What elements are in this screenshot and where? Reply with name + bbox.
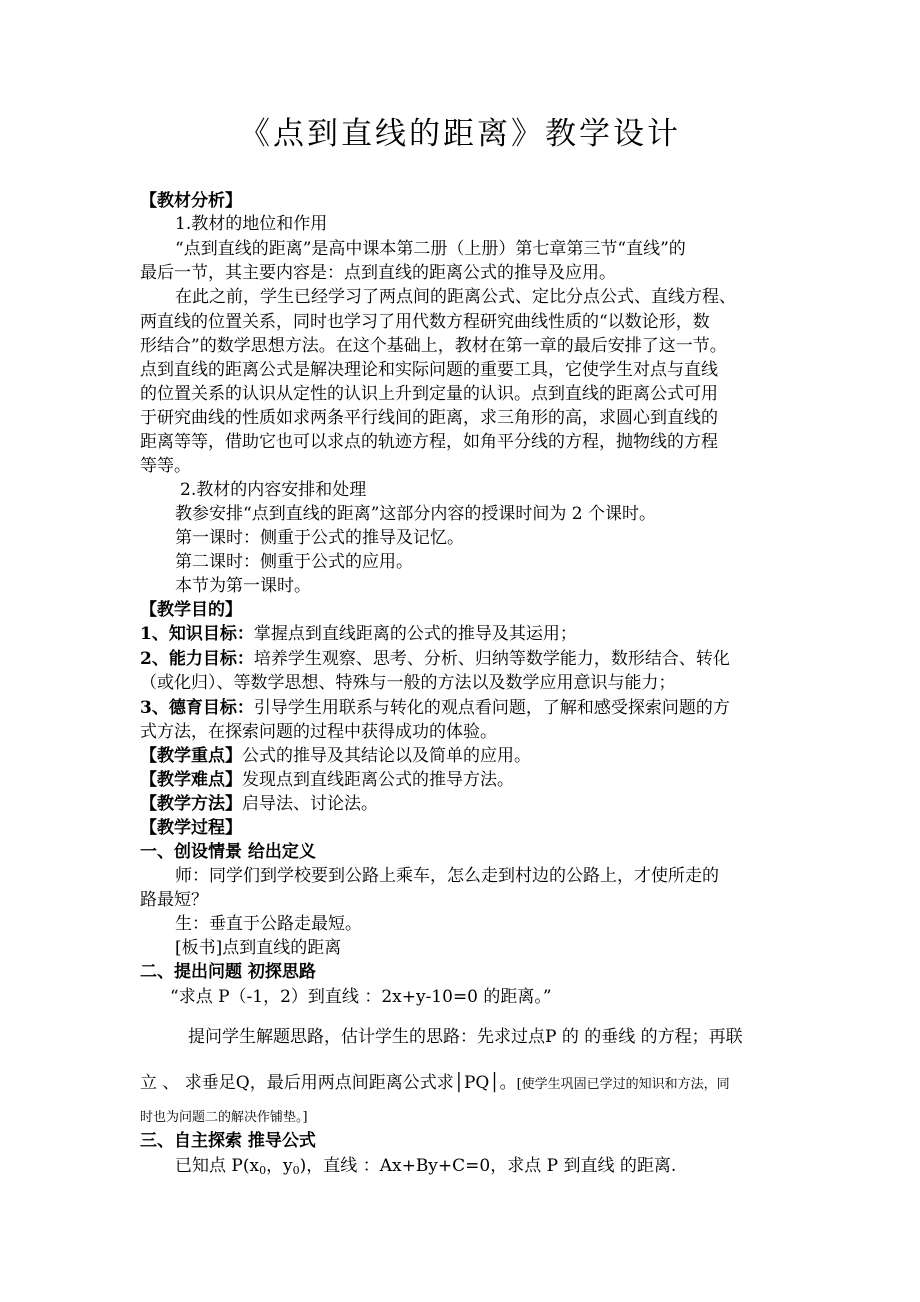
paragraph-line: 等等。 [140,456,191,476]
step-heading-2: 二、提出问题 初探思路 [140,962,316,982]
key-point [140,745,531,768]
note-line: 时也为问题二的解决作铺垫。] [140,1110,308,1125]
paragraph-line: 式方法，在探索问题的过程中获得成功的体验。 [140,722,497,742]
goal-label: 2、能力目标： [140,649,254,669]
section-text: 公式的推导及其结论以及简单的应用。 [242,746,531,766]
teaching-method [140,793,378,816]
paragraph-line: [板书]点到直线的距离 [175,938,342,958]
paragraph-line: 教参安排“点到直线的距离”这部分内容的授课时间为 2 个课时。 [175,504,657,524]
formula-line [175,1155,676,1178]
paragraph-line: 师：同学们到学校要到公路上乘车，怎么走到村边的公路上，才使所走的 [175,866,719,886]
paragraph-line: “点到直线的距离”是高中课本第二册（上册）第七章第三节“直线”的 [175,239,686,259]
formula-text: 已知点 P(x [175,1156,260,1176]
paragraph-line: 路最短？ [140,890,208,910]
section-heading-goals: 【教学目的】 [140,600,242,620]
section-label: 【教学重点】 [140,746,242,766]
goal-text: 培养学生观察、思考、分析、归纳等数学能力，数形结合、转化 [253,649,730,669]
paragraph-line: 最后一节，其主要内容是：点到直线的距离公式的推导及应用。 [140,263,616,283]
section-label: 【教学难点】 [140,770,242,790]
formula-text: )，直线 ：Ax+By+C=0，求点 P 到直线 的距离. [299,1156,677,1176]
note-text: [使学生巩固已学过的知识和方法，同 [516,1077,730,1092]
paragraph-line: 两直线的位置关系，同时也学习了用代数方程研究曲线性质的“以数论形，数 [140,312,710,332]
section-heading-process: 【教学过程】 [140,818,242,838]
goal-text: 掌握点到直线距离的公式的推导及其运用； [253,624,577,644]
paragraph-line: 第二课时：侧重于公式的应用。 [175,552,413,572]
difficult-point [140,769,514,792]
section-label: 【教学方法】 [140,794,242,814]
subscript: 0 [259,1164,267,1177]
subscript: 0 [292,1164,300,1177]
goal-moral [140,697,730,720]
section-heading-analysis: 【教材分析】 [140,191,242,211]
paragraph-line: 提问学生解题思路，估计学生的思路：先求过点P 的 的垂线 的方程；再联 [188,1027,743,1047]
section-text: 发现点到直线距离公式的推导方法。 [242,770,514,790]
paragraph-line: 形结合”的数学思想方法。在这个基础上，教材在第一章的最后安排了这一节。 [140,336,727,356]
paragraph-line: 在此之前，学生已经学习了两点间的距离公式、定比分点公式、直线方程、 [175,287,736,307]
paragraph-line: （或化归）、等数学思想、特殊与一般的方法以及数学应用意识与能力； [140,673,676,693]
line-text: 立 、 求垂足Q，最后用两点间距离公式求│PQ│。 [140,1073,517,1093]
goal-label: 1、知识目标： [140,624,254,644]
step-heading-1: 一、创设情景 给出定义 [140,842,316,862]
goal-text: 引导学生用联系与转化的观点看问题，了解和感受探索问题的方 [253,698,730,718]
paragraph-line: 距离等等，借助它也可以求点的轨迹方程，如角平分线的方程，抛物线的方程 [140,432,718,452]
subheading-content: 2.教材的内容安排和处理 [180,480,367,500]
paragraph-line [140,1072,730,1096]
subheading-position: 1.教材的地位和作用 [175,214,328,234]
step-heading-3: 三、自主探索 推导公式 [140,1131,316,1151]
paragraph-line: 本节为第一课时。 [175,576,311,596]
paragraph-line: 于研究曲线的性质如求两条平行线间的距离，求三角形的高，求圆心到直线的 [140,408,718,428]
paragraph-line: 生：垂直于公路走最短。 [175,914,362,934]
goal-ability [140,648,730,671]
document-title: 《点到直线的距离》教学设计 [239,116,681,152]
paragraph-line: 第一课时：侧重于公式的推导及记忆。 [175,528,464,548]
paragraph-line: 的位置关系的认识从定性的认识上升到定量的认识。点到直线的距离公式可用 [140,384,718,404]
paragraph-line: 点到直线的距离公式是解决理论和实际问题的重要工具，它使学生对点与直线 [140,360,718,380]
section-text: 启导法、讨论法。 [242,794,378,814]
goal-knowledge [140,623,577,646]
problem-statement: “求点 P（-1，2）到直线 ：2x+y-10=0 的距离。” [170,987,552,1007]
goal-label: 3、德育目标： [140,698,254,718]
formula-text: ，y [266,1156,293,1176]
